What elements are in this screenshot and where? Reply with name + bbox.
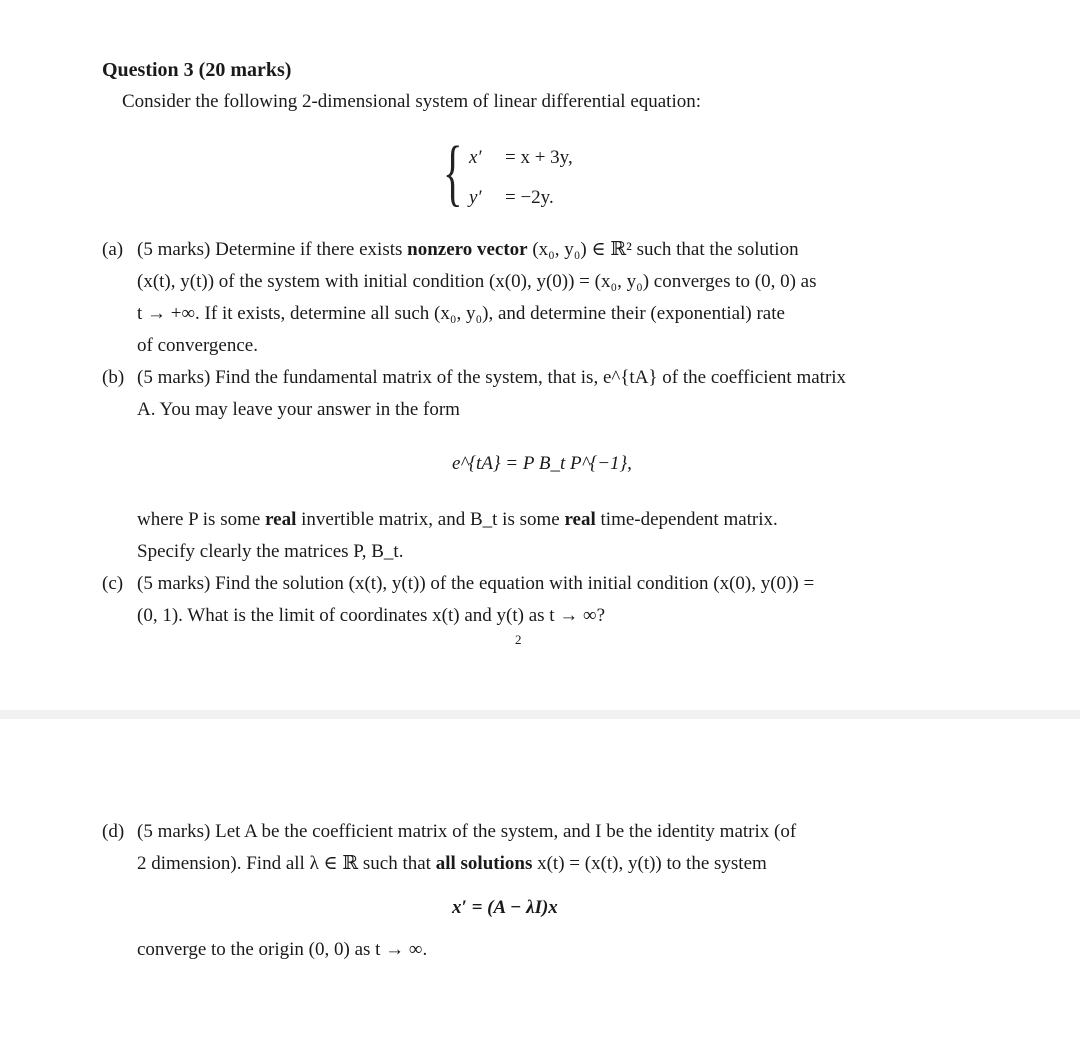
part-a-line4: of convergence. xyxy=(137,335,258,356)
part-b-w2: invertible matrix, and B_t is some xyxy=(301,509,560,530)
part-b-line3 xyxy=(137,508,778,532)
part-a-line1 xyxy=(137,238,941,262)
page-number: 2 xyxy=(515,632,522,647)
part-a-bold: nonzero vector xyxy=(407,239,528,260)
eq1-lhs: x′ xyxy=(469,147,482,168)
part-d-line1 xyxy=(137,820,796,844)
part-d-bold: all solutions xyxy=(435,853,533,874)
part-b-line1-text: Find the fundamental matrix of the system, that is, e^{tA} of the coefficient matrix xyxy=(215,367,847,388)
part-d-display-formula: x′ = (A − λI)x xyxy=(452,897,558,918)
part-b-line4: Specify clearly the matrices P, B_t. xyxy=(137,541,404,562)
part-b-bold1: real xyxy=(265,509,297,530)
part-a-text1: Determine if there exists xyxy=(215,239,403,260)
part-a-label: (a) xyxy=(102,239,124,260)
part-b-bold2: real xyxy=(564,509,596,530)
part-b-w1: where P is some xyxy=(137,509,261,530)
part-b-w3: time-dependent matrix. xyxy=(600,509,778,530)
question-intro: Consider the following 2-dimensional system of linear differential equation: xyxy=(122,91,702,112)
page-gap xyxy=(0,710,1080,719)
part-c-line1 xyxy=(137,572,814,596)
part-b-marks: (5 marks) xyxy=(137,367,211,388)
part-b-display-formula: e^{tA} = P B_t P^{−1}, xyxy=(452,453,632,474)
part-d-t2: x(t) = (x(t), y(t)) to the system xyxy=(537,853,767,874)
part-c-line1-text: Find the solution (x(t), y(t)) of the equation with initial condition (x(0), y(0)) = xyxy=(215,573,815,594)
part-c-line2: (0, 1). What is the limit of coordinates x(t) and y(t) as t → ∞? xyxy=(137,605,606,626)
page-2 xyxy=(0,719,1080,1051)
part-d-line1-text: Let A be the coefficient matrix of the system, and I be the identity matrix (of xyxy=(215,821,797,842)
part-a-line2: (x(t), y(t)) of the system with initial condition (x(0), y(0)) = (x₀, y₀) converges to (0, 0) as xyxy=(137,271,817,292)
part-d-line2 xyxy=(137,852,767,876)
eq1-rhs: = x + 3y, xyxy=(505,147,573,168)
part-d-label: (d) xyxy=(102,821,125,842)
part-b-line2: A. You may leave your answer in the form xyxy=(137,399,460,420)
part-c-marks: (5 marks) xyxy=(137,573,211,594)
part-d-t1: 2 dimension). Find all λ ∈ ℝ such that xyxy=(137,853,431,874)
eq2-rhs: = −2y. xyxy=(505,187,554,208)
part-a-line3: t → +∞. If it exists, determine all such (x₀, y₀), and determine their (exponential) rate xyxy=(137,303,785,324)
question-title: Question 3 (20 marks) xyxy=(102,59,292,81)
part-a-text2: (x₀, y₀) ∈ ℝ² such that the solution xyxy=(532,239,799,260)
part-d-line3: converge to the origin (0, 0) as t → ∞. xyxy=(137,939,428,960)
part-a-marks: (5 marks) xyxy=(137,239,211,260)
part-c-label: (c) xyxy=(102,573,124,594)
left-brace: { xyxy=(443,132,463,214)
part-b-label: (b) xyxy=(102,367,125,388)
part-d-marks: (5 marks) xyxy=(137,821,211,842)
part-b-line1 xyxy=(137,366,846,390)
eq2-lhs: y′ xyxy=(469,187,482,208)
